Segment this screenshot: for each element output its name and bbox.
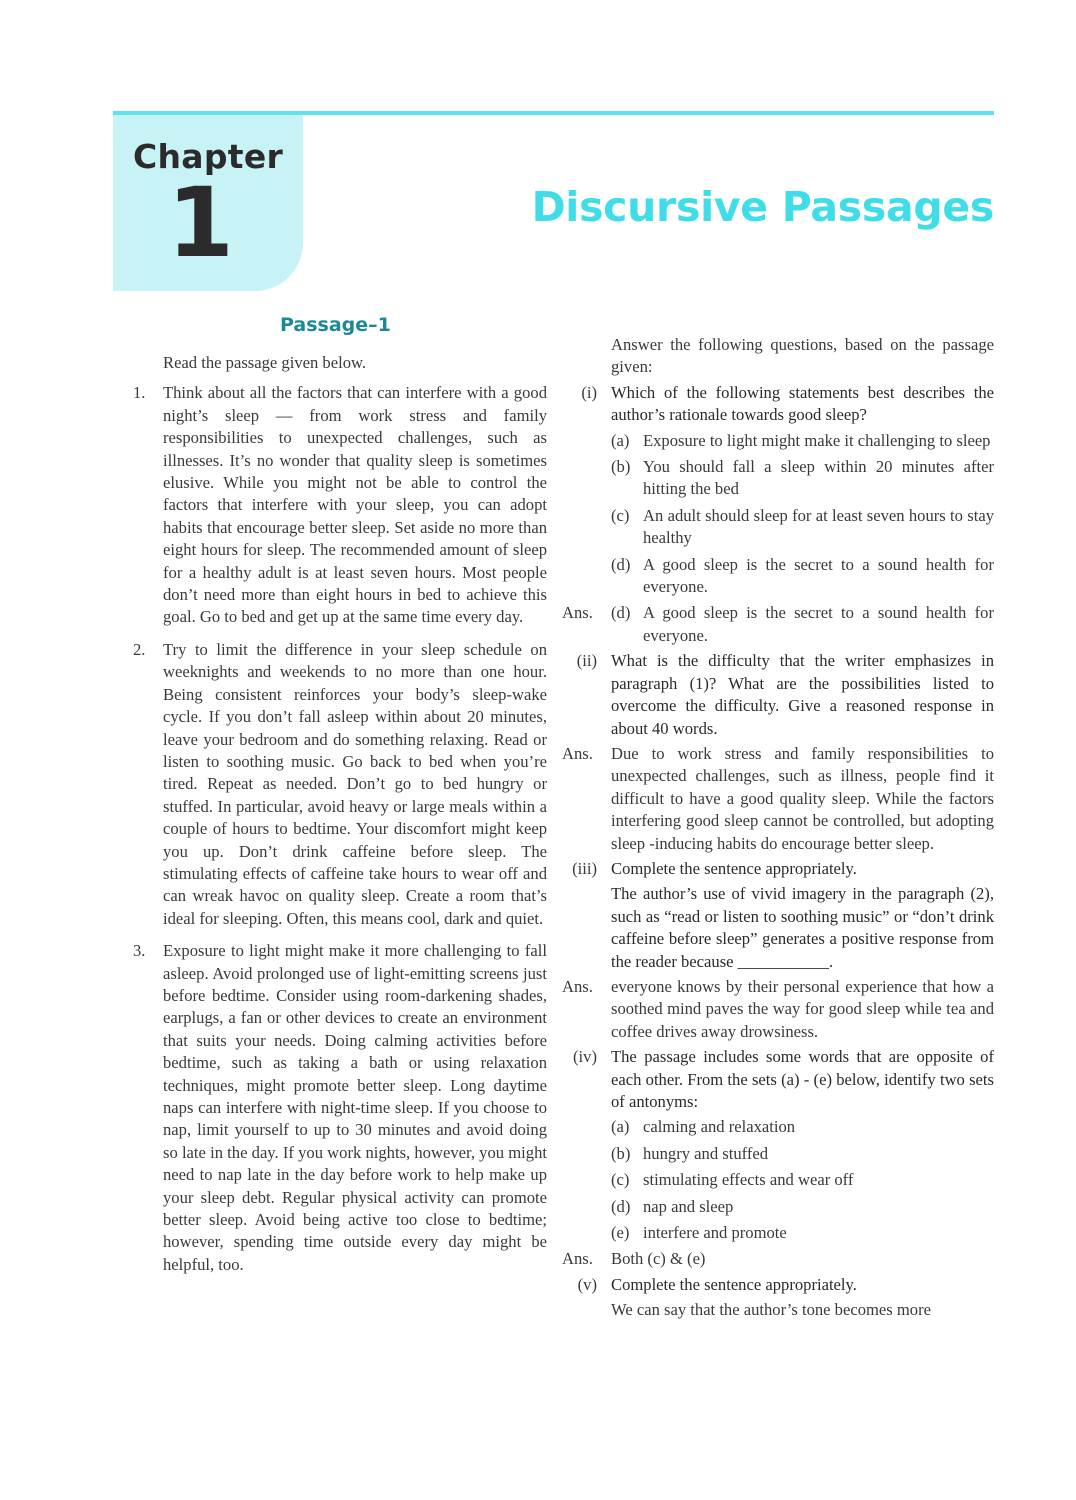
question-number: (i) — [581, 382, 597, 402]
question-text: Complete the sentence appropriately. — [611, 1274, 857, 1294]
option — [611, 1196, 994, 1218]
question-text: Which of the following statements best describes the author’s rationale towards good sleep? — [611, 382, 994, 425]
answer-text: everyone knows by their personal experience that how a soothed mind paves the way for good sleep while tea and coffee drives away drowsiness. — [611, 976, 994, 1041]
paragraph-text: Try to limit the difference in your sleep schedule on weeknights and weekends to no more than one hour. Being consistent reinforces your body’s sleep-wake cycle. If you don’t fall asleep within about 20 minutes, leave your bedroom and do something relaxing. Read or listen to soothing music. Go back to bed when you’re tired. Repeat as needed. Don’t go to bed hungry or stuffed. In particular, avoid heavy or large meals within a couple of hours to bedtime. Your discomfort might keep you up. Don’t drink caffeine before sleep. The stimulating effects of caffeine take hours to wear off and can wreak havoc on quality sleep. Create a room that’s ideal for sleeping. Often, this means cool, dark and quiet. — [163, 639, 547, 928]
option-label: (d) — [611, 1196, 631, 1216]
question-text: The passage includes some words that are opposite of each other. From the sets (a) - (e) below, identify two sets of antonyms: — [611, 1047, 994, 1111]
answer-text: A good sleep is the secret to a sound health for everyone. — [643, 603, 994, 645]
answer — [562, 1248, 994, 1270]
paragraph — [133, 382, 547, 628]
option-label: (d) — [611, 554, 631, 574]
answer — [562, 602, 994, 647]
question — [562, 650, 994, 740]
paragraph-number: 1. — [133, 383, 146, 403]
question-text: What is the difficulty that the writer emphasizes in paragraph (1)? What are the possibilities listed to overcome the difficulty. Give a reasoned response in about 40 words. — [611, 651, 994, 738]
passage-intro: Read the passage given below. — [163, 353, 367, 372]
answer-label: Ans. — [562, 603, 593, 623]
option-text: interfere and promote — [643, 1223, 787, 1243]
paragraph — [133, 940, 547, 1276]
paragraph-number: 2. — [133, 639, 146, 659]
question — [562, 1274, 994, 1296]
question-number: (iv) — [573, 1047, 597, 1067]
answer — [562, 976, 994, 1043]
option-text: stimulating effects and wear off — [643, 1170, 854, 1190]
chapter-title: Discursive Passages — [531, 183, 994, 231]
option — [611, 505, 994, 550]
passage-column — [133, 352, 547, 1286]
option-text: hungry and stuffed — [643, 1143, 769, 1163]
option-text: Exposure to light might make it challenging to sleep — [643, 430, 991, 450]
question-number: (v) — [577, 1274, 597, 1294]
option-label: (b) — [611, 1143, 631, 1163]
question-stem: The author’s use of vivid imagery in the paragraph (2), such as “read or listen to soothing music” or “don’t drink caffeine before sleep” generates a positive response from the reader because ___________. — [611, 884, 994, 971]
option-label: (c) — [611, 1170, 630, 1190]
answer-label: Ans. — [562, 976, 593, 996]
chapter-number: 1 — [167, 167, 234, 279]
passage-title: Passage–1 — [280, 314, 391, 336]
option-label: (e) — [611, 1223, 630, 1243]
paragraph-text: Think about all the factors that can interfere with a good night’s sleep — from work stress and family responsibilities to unexpected challenges, such as illnesses. It’s no wonder that quality sleep is sometimes elusive. While you might not be able to control the factors that interfere with your sleep, you can adopt habits that encourage better sleep. Set aside no more than eight hours for sleep. The recommended amount of sleep for a healthy adult is at least seven hours. Most people don’t need more than eight hours in bed to achieve this goal. Go to bed and get up at the same time every day. — [163, 383, 547, 627]
question — [562, 382, 994, 427]
answer-text: Both (c) & (e) — [611, 1249, 706, 1269]
paragraph-number: 3. — [133, 941, 146, 961]
questions-column — [562, 334, 994, 1325]
question-text: Complete the sentence appropriately. — [611, 858, 857, 878]
option — [611, 430, 994, 452]
answer-label: Ans. — [562, 1249, 593, 1269]
answer — [562, 743, 994, 855]
answer-text: Due to work stress and family responsibilities to unexpected challenges, such as illness, people find it difficult to have a good quality sleep. While the factors interfering good sleep cannot be controlled, but adopting sleep -inducing habits do encourage better sleep. — [611, 743, 994, 853]
option-text: A good sleep is the secret to a sound health for everyone. — [643, 554, 994, 597]
option-text: nap and sleep — [643, 1196, 734, 1216]
option — [611, 1169, 994, 1191]
chapter-badge — [113, 115, 303, 291]
option-text: You should fall a sleep within 20 minutes after hitting the bed — [643, 457, 994, 499]
option-text: calming and relaxation — [643, 1117, 796, 1137]
option-label: (c) — [611, 505, 630, 525]
option-text: An adult should sleep for at least seven hours to stay healthy — [643, 505, 994, 548]
answer-label: Ans. — [562, 743, 593, 763]
question — [562, 858, 994, 880]
option — [611, 1116, 994, 1138]
answer-option-label: (d) — [611, 603, 631, 623]
paragraph-text: Exposure to light might make it more challenging to fall asleep. Avoid prolonged use of light-emitting screens just before bedtime. Consider using room-darkening shades, earplugs, a fan or other devices to create an environment that suits your needs. Doing calming activities before bedtime, such as taking a bath or using relaxation techniques, might promote better sleep. Long daytime naps can interfere with night-time sleep. If you choose to nap, limit yourself to up to 30 minutes and avoid doing so late in the day. If you work nights, however, you might need to nap late in the day before work to help make up your sleep debt. Regular physical activity can promote better sleep. Avoid being active too close to bedtime; however, spending time outside every day might be helpful, too. — [163, 941, 547, 1274]
question-stem: We can say that the author’s tone becomes more — [611, 1300, 931, 1320]
questions-intro: Answer the following questions, based on the passage given: — [611, 335, 994, 377]
question-number: (ii) — [576, 651, 597, 671]
option-label: (b) — [611, 457, 631, 477]
paragraph — [133, 639, 547, 930]
chapter-label: Chapter — [133, 137, 284, 176]
question-number: (iii) — [572, 858, 597, 878]
option — [611, 554, 994, 599]
question — [562, 1046, 994, 1113]
option — [611, 1222, 994, 1244]
option-label: (a) — [611, 430, 630, 450]
option-label: (a) — [611, 1117, 630, 1137]
option — [611, 1143, 994, 1165]
option — [611, 456, 994, 501]
